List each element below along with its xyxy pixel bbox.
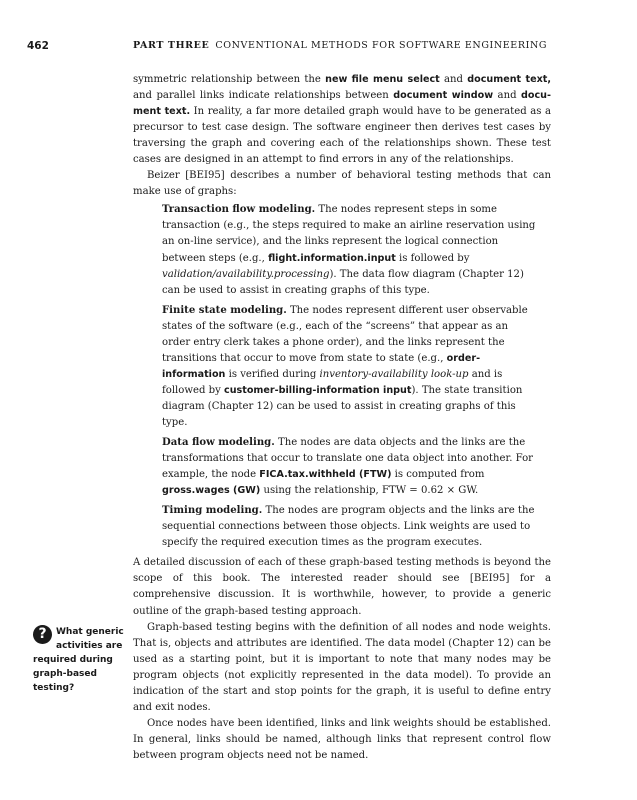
definition-term: Data flow modeling. [162, 437, 275, 449]
keyword: document window [393, 90, 494, 102]
part-label: PART THREE [133, 40, 210, 51]
definition-term: Finite state modeling. [162, 304, 287, 316]
body-text [133, 72, 551, 764]
keyword: flight.information.input [268, 252, 396, 264]
part-title: CONVENTIONAL METHODS FOR SOFTWARE ENGINEERING [215, 40, 548, 51]
definition-finite-state: Finite state modeling. The nodes represent different user observable states of the software (e.g., each of the “screens” that appear as an order entry clerk takes a phone order), and the links represent the transitions that occur to move from state to state (e.g., order-information is verified during inventory-availability look-up and is followed by customer-billing-information input). The state transition diagram (Chapter 12) can be used to assist in creating graphs of this type. [162, 304, 528, 428]
running-head [133, 39, 547, 53]
question-icon: ? [33, 625, 52, 644]
keyword: document text. [133, 90, 551, 118]
margin-question-note [33, 625, 131, 695]
definition-term: Timing modeling. [162, 505, 263, 517]
paragraph-3: A detailed discussion of each of these graph-based testing methods is beyond the scope of this book. The interested reader should see [BEI95] for a comprehensive discussion. It is worthwhile, however, to provide a generic outline of the graph-based testing approach. [133, 557, 551, 617]
keyword: document text, [467, 74, 552, 85]
definition-term: Transaction flow modeling. [162, 204, 316, 216]
keyword: gross.wages (GW) [162, 485, 261, 497]
margin-note-text: What generic activities are required during graph-based testing? [33, 627, 124, 693]
page-number: 462 [27, 40, 49, 52]
keyword: order-information [162, 352, 481, 380]
keyword: new file menu select [325, 74, 440, 85]
definition-transaction-flow: Transaction flow modeling. The nodes represent steps in some transaction (e.g., the steps required to make an airline reservation using an on-line service), and the links represent the logical connection between steps (e.g., flight.information.input is followed by validation/availability.processing). The data flow diagram (Chapter 12) can be used to assist in creating graphs of this type. [162, 204, 536, 296]
keyword: FICA.tax.withheld (FTW) [259, 469, 392, 481]
keyword: customer-billing-information input [224, 384, 412, 396]
definition-list [162, 202, 536, 551]
definition-data-flow: Data flow modeling. The nodes are data objects and the links are the transformations that occur to translate one data object into another. For example, the node FICA.tax.withheld (FTW) is computed from gross.wages (GW) using the relationship, FTW = 0.62 × GW. [162, 437, 533, 497]
definition-timing: Timing modeling. The nodes are program objects and the links are the sequential connections between those objects. Link weights are used to specify the required execution times as the program executes. [162, 505, 535, 549]
paragraph-4: Graph-based testing begins with the definition of all nodes and node weights. That is, objects and attributes are identified. The data model (Chapter 12) can be used as a starting point, but it is important to note that many nodes may be program objects (not explicitly represented in the data model). To provide an indication of the start and stop points for the graph, it is useful to define entry and exit nodes. [133, 621, 551, 713]
page-header [27, 39, 607, 53]
paragraph-2: Beizer [BEI95] describes a number of behavioral testing methods that can make use of graphs: [133, 170, 551, 198]
paragraph-1: symmetric relationship between the new file menu select and document text, and parallel links indicate relationships between document window and document text. In reality, a far more detailed graph would have to be generated as a precursor to test case design. The software engineer then derives test cases by traversing the graph and covering each of the relationships shown. These test cases are designed in an attempt to find errors in any of the relationships. [133, 74, 552, 166]
paragraph-5: Once nodes have been identified, links and link weights should be established. In general, links should be named, although links that represent control flow between program objects need not be named. [133, 717, 551, 761]
